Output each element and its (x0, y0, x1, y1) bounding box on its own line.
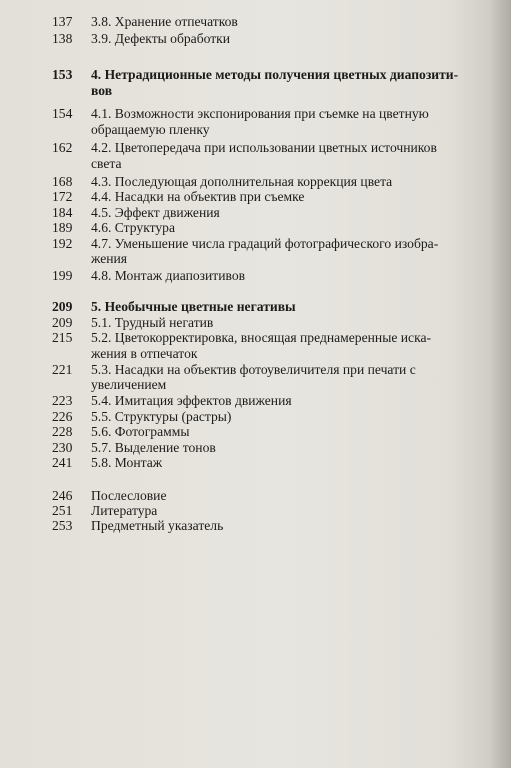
page-number: 172 (52, 189, 73, 204)
entry-title: 3.9. Дефекты обработки (91, 31, 231, 46)
entry-title-continuation: жения в отпечаток (91, 346, 198, 361)
page-number: 189 (52, 220, 73, 235)
page-edge-shadow (489, 0, 511, 768)
entry-title: 4.1. Возможности экспонирования при съемке на цветную (91, 106, 429, 121)
entry-title-continuation: жения (91, 251, 128, 266)
page-number: 241 (52, 455, 73, 470)
page-number: 228 (52, 424, 73, 439)
page-number: 209 (52, 315, 73, 330)
page-number: 226 (52, 409, 73, 424)
entry-title: 5.8. Монтаж (91, 455, 163, 470)
page-number: 199 (52, 268, 73, 283)
page-number: 153 (52, 67, 73, 82)
entry-title: 5.2. Цветокорректировка, вносящая преднамеренные иска- (91, 330, 432, 345)
entry-title: 5.1. Трудный негатив (91, 315, 214, 330)
page-number: 230 (52, 440, 73, 455)
entry-title: 4.6. Структура (91, 220, 176, 235)
entry-title: 4.8. Монтаж диапозитивов (91, 268, 246, 283)
entry-title-continuation: вов (91, 83, 113, 98)
entry-title: 4. Нетрадиционные методы получения цветных диапозити- (91, 67, 459, 82)
entry-title: 5.7. Выделение тонов (91, 440, 216, 455)
entry-title: 4.2. Цветопередача при использовании цветных источников (91, 140, 437, 155)
page-number: 184 (52, 205, 73, 220)
entry-title: 5.5. Структуры (растры) (91, 409, 232, 424)
page-number: 221 (52, 362, 73, 377)
page-number: 138 (52, 31, 73, 46)
entry-title: 4.4. Насадки на объектив при съемке (91, 189, 305, 204)
entry-title: 5.6. Фотограммы (91, 424, 190, 439)
entry-title-continuation: обращаемую пленку (91, 122, 210, 137)
entry-title: 5. Необычные цветные негативы (91, 299, 296, 314)
entry-title: 5.3. Насадки на объектив фотоувеличителя при печати с (91, 362, 416, 377)
page-number: 154 (52, 106, 73, 121)
page-number: 137 (52, 14, 73, 29)
entry-title-continuation: света (91, 156, 122, 171)
entry-title: Послесловие (91, 488, 167, 503)
entry-title: 5.4. Имитация эффектов движения (91, 393, 292, 408)
page-number: 253 (52, 518, 73, 533)
entry-title: Предметный указатель (91, 518, 224, 533)
entry-title: Литература (91, 503, 158, 518)
entry-title-continuation: увеличением (91, 377, 167, 392)
page-number: 215 (52, 330, 73, 345)
entry-title: 4.7. Уменьшение числа градаций фотографического изобра- (91, 236, 439, 251)
page-number: 251 (52, 503, 73, 518)
entry-title: 4.3. Последующая дополнительная коррекция цвета (91, 174, 393, 189)
page-number: 223 (52, 393, 73, 408)
entry-title: 4.5. Эффект движения (91, 205, 220, 220)
page-number: 246 (52, 488, 73, 503)
page-number: 192 (52, 236, 73, 251)
entry-title: 3.8. Хранение отпечатков (91, 14, 238, 29)
page-number: 209 (52, 299, 73, 314)
page-number: 168 (52, 174, 73, 189)
page-number: 162 (52, 140, 73, 155)
